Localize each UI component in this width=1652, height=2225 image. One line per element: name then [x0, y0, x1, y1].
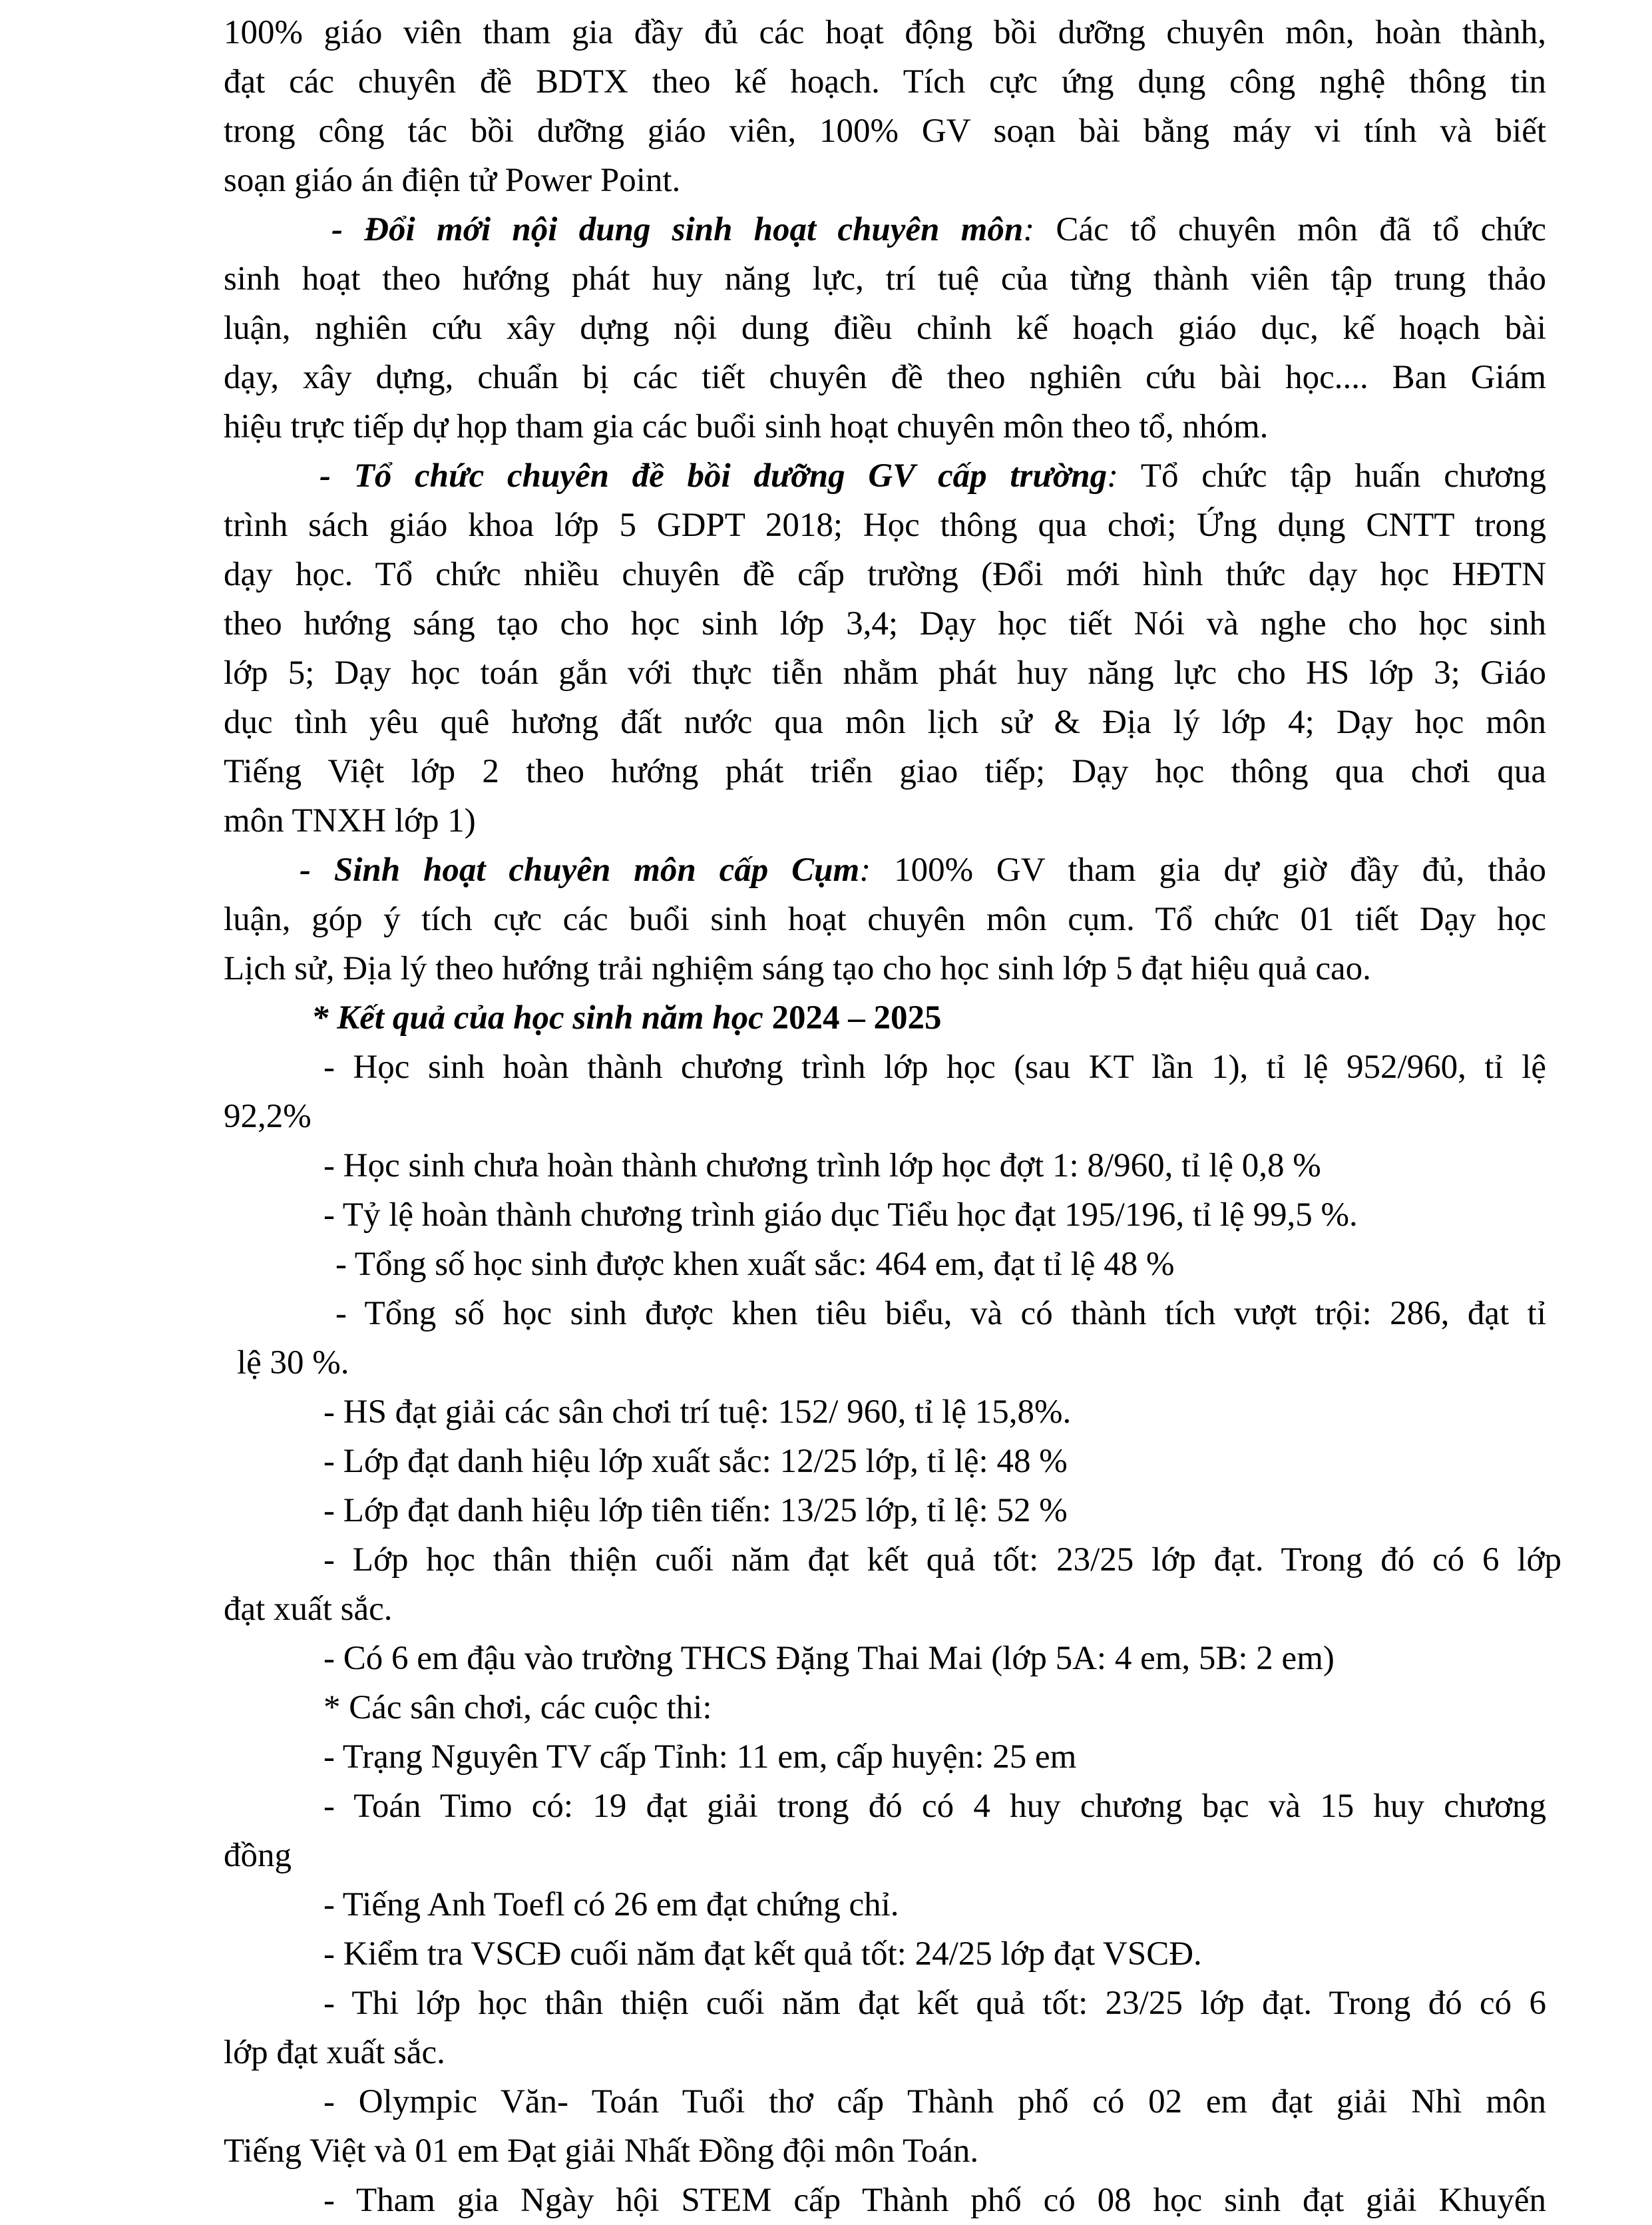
text-line: sinh hoạt theo hướng phát huy năng lực, trí tuệ của từng thành viên tập trung thảo [224, 260, 1546, 298]
text-line: dục tình yêu quê hương đất nước qua môn lịch sử & Địa lý lớp 4; Dạy học môn [224, 704, 1546, 741]
result-item: * Các sân chơi, các cuộc thi: [323, 1689, 712, 1726]
text-line: soạn giáo án điện tử Power Point. [224, 162, 681, 199]
result-item: - Tỷ lệ hoàn thành chương trình giáo dục Tiểu học đạt 195/196, tỉ lệ 99,5 %. [323, 1196, 1358, 1234]
result-item: - Thi lớp học thân thiện cuối năm đạt kết quả tốt: 23/25 lớp đạt. Trong đó có 6 [323, 1985, 1546, 2022]
text-span: 100% GV tham gia dự giờ đầy đủ, thảo [871, 852, 1546, 889]
result-item: - Lớp đạt danh hiệu lớp tiên tiến: 13/25 lớp, tỉ lệ: 52 % [323, 1492, 1068, 1529]
results-heading [311, 993, 941, 1043]
result-item: đạt xuất sắc. [224, 1591, 393, 1628]
result-item: - Tổng số học sinh được khen xuất sắc: 464 em, đạt tỉ lệ 48 % [335, 1246, 1175, 1283]
result-item: lệ 30 %. [237, 1344, 349, 1381]
heading-colon: : [859, 852, 871, 889]
text-line: dạy học. Tổ chức nhiều chuyên đề cấp trường (Đổi mới hình thức dạy học HĐTN [224, 556, 1546, 593]
heading-colon: : [1107, 457, 1119, 495]
result-item: - HS đạt giải các sân chơi trí tuệ: 152/ 960, tỉ lệ 15,8%. [323, 1393, 1072, 1431]
section-heading: - Sinh hoạt chuyên môn cấp Cụm [300, 852, 860, 889]
result-item: - Tổng số học sinh được khen tiêu biểu, và có thành tích vượt trội: 286, đạt tỉ [335, 1295, 1546, 1332]
result-item: - Lớp học thân thiện cuối năm đạt kết quả tốt: 23/25 lớp đạt. Trong đó có 6 lớp [323, 1541, 1561, 1579]
results-heading-text: * Kết quả của học sinh năm học [311, 999, 772, 1037]
result-item: - Toán Timo có: 19 đạt giải trong đó có 4 huy chương bạc và 15 huy chương [323, 1788, 1546, 1825]
text-line: luận, góp ý tích cực các buổi sinh hoạt chuyên môn cụm. Tổ chức 01 tiết Dạy học [224, 901, 1546, 938]
text-line: Lịch sử, Địa lý theo hướng trải nghiệm sáng tạo cho học sinh lớp 5 đạt hiệu quả cao. [224, 950, 1371, 987]
result-item: - Có 6 em đậu vào trường THCS Đặng Thai Mai (lớp 5A: 4 em, 5B: 2 em) [323, 1640, 1335, 1677]
section-heading: - Đổi mới nội dung sinh hoạt chuyên môn [331, 211, 1024, 248]
text-line: đạt các chuyên đề BDTX theo kế hoạch. Tích cực ứng dụng công nghệ thông tin [224, 63, 1546, 101]
text-line: Tiếng Việt lớp 2 theo hướng phát triển giao tiếp; Dạy học thông qua chơi qua [224, 753, 1546, 790]
result-item: đồng [224, 1837, 292, 1874]
text-span: Các tổ chuyên môn đã tổ chức [1034, 211, 1546, 248]
results-heading-year: 2024 – 2025 [771, 999, 942, 1037]
result-item: - Trạng Nguyên TV cấp Tỉnh: 11 em, cấp huyện: 25 em [323, 1738, 1077, 1776]
text-line: trong công tác bồi dưỡng giáo viên, 100% GV soạn bài bằng máy vi tính và biết [224, 113, 1546, 150]
result-item: - Olympic Văn- Toán Tuổi thơ cấp Thành phố có 02 em đạt giải Nhì môn [323, 2083, 1546, 2120]
text-line: theo hướng sáng tạo cho học sinh lớp 3,4; Dạy học tiết Nói và nghe cho học sinh [224, 605, 1546, 642]
result-item: - Kiểm tra VSCĐ cuối năm đạt kết quả tốt: 24/25 lớp đạt VSCĐ. [323, 1935, 1202, 1973]
result-item: Tiếng Việt và 01 em Đạt giải Nhất Đồng đội môn Toán. [224, 2132, 979, 2170]
result-item: - Tiếng Anh Toefl có 26 em đạt chứng chỉ. [323, 1886, 899, 1923]
text-line: dạy, xây dựng, chuẩn bị các tiết chuyên đề theo nghiên cứu bài học.... Ban Giám [224, 359, 1546, 396]
result-item: - Lớp đạt danh hiệu lớp xuất sắc: 12/25 lớp, tỉ lệ: 48 % [323, 1443, 1068, 1480]
section-heading: - Tổ chức chuyên đề bồi dưỡng GV cấp trường [319, 457, 1108, 495]
text-line: môn TNXH lớp 1) [224, 802, 476, 840]
result-item: 92,2% [224, 1098, 311, 1135]
result-item: - Tham gia Ngày hội STEM cấp Thành phố có 08 học sinh đạt giải Khuyến [323, 2182, 1546, 2219]
paragraph-heading-line [331, 205, 1546, 254]
result-item: - Học sinh chưa hoàn thành chương trình lớp học đợt 1: 8/960, tỉ lệ 0,8 % [323, 1147, 1321, 1184]
text-line: trình sách giáo khoa lớp 5 GDPT 2018; Học thông qua chơi; Ứng dụng CNTT trong [224, 507, 1546, 544]
heading-colon: : [1023, 211, 1035, 248]
paragraph-heading-line [300, 846, 1546, 895]
result-item: lớp đạt xuất sắc. [224, 2034, 445, 2071]
text-line: luận, nghiên cứu xây dựng nội dung điều chỉnh kế hoạch giáo dục, kế hoạch bài [224, 310, 1546, 347]
text-line: lớp 5; Dạy học toán gắn với thực tiễn nhằm phát huy năng lực cho HS lớp 3; Giáo [224, 654, 1546, 692]
text-line: 100% giáo viên tham gia đầy đủ các hoạt động bồi dưỡng chuyên môn, hoàn thành, [224, 14, 1546, 51]
paragraph-heading-line [319, 451, 1546, 501]
result-item: - Học sinh hoàn thành chương trình lớp học (sau KT lần 1), tỉ lệ 952/960, tỉ lệ [323, 1049, 1546, 1086]
text-span: Tổ chức tập huấn chương [1118, 457, 1546, 495]
text-line: hiệu trực tiếp dự họp tham gia các buổi sinh hoạt chuyên môn theo tổ, nhóm. [224, 408, 1269, 445]
